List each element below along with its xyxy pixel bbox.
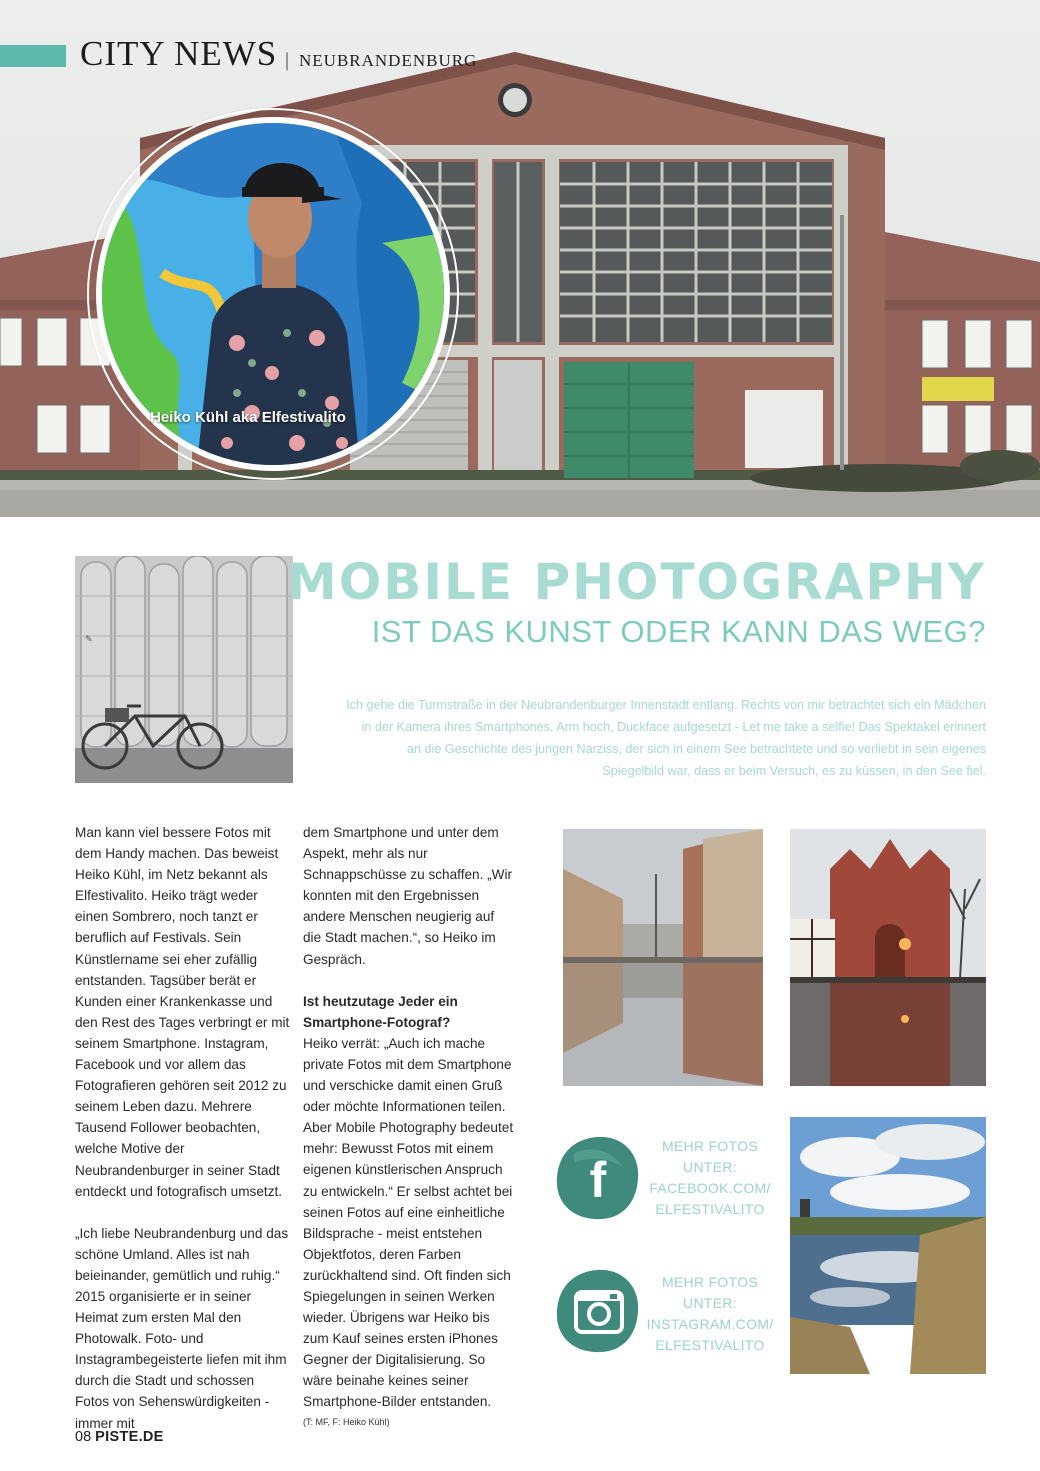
instagram-line: MEHR FOTOS xyxy=(661,1274,759,1290)
section-city: NEUBRANDENBURG xyxy=(299,51,478,70)
instagram-line: ELFESTIVALITO xyxy=(655,1337,765,1353)
body-column-1 xyxy=(75,822,290,1455)
paragraph: Man kann viel bessere Fotos mit dem Handy machen. Das beweist Heiko Kühl, im Netz bekannt als Elfestivalito. Heiko trägt weder einen Sombrero, noch tanzt er beruflich auf Festivals. Sein Künstlername sei eher zufällig entstanden. Tagsüber berät er Kunden einer Krankenkasse und den Rest des Tages verbringt er mit seinem Smartphone. Instagram, Facebook und vor allem das Fotografieren gehören seit 2012 zu seinem Leben dazu. Mehrere Tausend Follower beobachten, welche Motive der Neubrandenburger in seiner Stadt entdeckt und fotografisch umsetzt. xyxy=(75,825,290,1199)
instagram-line: INSTAGRAM.COM/ xyxy=(646,1316,774,1332)
street-reflection-photo xyxy=(563,829,763,1086)
facebook-badge[interactable] xyxy=(552,1133,642,1223)
hero-image xyxy=(0,0,1040,517)
facebook-line: ELFESTIVALITO xyxy=(655,1201,765,1217)
river-landscape-photo xyxy=(790,1117,986,1374)
page-footer xyxy=(75,1429,164,1445)
paragraph: „Ich liebe Neubrandenburg und das schöne Umland. Alles ist nah beieinander, gemütlich und ruhig.“ 2015 organisierte er in seiner Heimat zum ersten Mal den Photowalk. Foto- und Instagrambegeisterte liefen mit ihm durch die Stadt und schossen Fotos von Sehenswürdigkeiten - immer mit xyxy=(75,1225,289,1431)
site-name: PISTE.DE xyxy=(95,1429,164,1445)
facebook-line: FACEBOOK.COM/ xyxy=(649,1180,771,1196)
article-title: MOBILE PHOTOGRAPHY xyxy=(287,553,986,611)
section-title: CITY NEWS xyxy=(80,34,278,73)
page-number: 08 xyxy=(75,1429,92,1445)
portrait-caption: Heiko Kühl aka Elfestivalito xyxy=(150,409,346,426)
photo-credit: (T: MF, F: Heiko Kühl) xyxy=(303,1416,390,1427)
subheading: Ist heutzutage Jeder ein Smartphone-Fotograf? xyxy=(303,993,458,1030)
facebook-glyph: f xyxy=(589,1152,607,1208)
instagram-badge[interactable] xyxy=(552,1266,642,1356)
facebook-icon xyxy=(552,1133,642,1223)
article-intro: Ich gehe die Turmstraße in der Neubrandenburger Innenstadt entlang. Rechts von mir betrachtet sich ein Mädchen in der Kamera ihres Smartphones. Arm hoch, Duckface aufgesetzt - Let me take a selfie! Das Spektakel erinnert an die Geschichte des jungen Narziss, der sich in einem See betrachtete und so verliebt in sein eigenes Spiegelbild war, dass er beim Versuch, es zu küssen, in den See fiel. xyxy=(346,698,986,778)
instagram-icon xyxy=(552,1266,642,1356)
facebook-line: MEHR FOTOS xyxy=(661,1138,759,1154)
instagram-link-text[interactable] xyxy=(645,1272,775,1356)
body-column-2 xyxy=(303,822,515,1429)
facebook-line: UNTER: xyxy=(683,1159,737,1175)
city-gate-photo xyxy=(790,829,986,1086)
facebook-link-text[interactable] xyxy=(645,1136,775,1220)
header-accent-bar xyxy=(0,45,66,67)
svg-text:✎: ✎ xyxy=(85,635,93,645)
header-separator: | xyxy=(285,49,290,71)
paragraph: dem Smartphone und unter dem Aspekt, mehr als nur Schnappschüsse zu schaffen. „Wir konnten mit den Ergebnissen andere Menschen neugierig auf die Stadt machen.“, so Heiko im Gespräch. xyxy=(303,825,513,967)
paragraph: Heiko verrät: „Auch ich mache private Fotos mit dem Smartphone und verschicke damit einen Gruß oder möchte Informationen teilen. Aber Mobile Photography bedeutet mehr: Bewusst Fotos mit einem eigenen künstlerischen Anspruch zu entwickeln.“ Er selbst achtet bei seinen Fotos auf eine einheitliche Bildsprache - meist entstehen Objektfotos, deren Farben zurückhaltend sind. Oft finden sich Spiegelungen in seinen Werken wieder. Übrigens war Heiko bis zum Kauf seines ersten iPhones Gegner der Digitalisierung. So wäre beinahe keines seiner Smartphone-Bilder entstanden. xyxy=(303,1035,514,1410)
instagram-line: UNTER: xyxy=(683,1295,737,1311)
article-subtitle: IST DAS KUNST ODER KANN DAS WEG? xyxy=(371,614,986,649)
bicycle-photo xyxy=(75,556,293,783)
